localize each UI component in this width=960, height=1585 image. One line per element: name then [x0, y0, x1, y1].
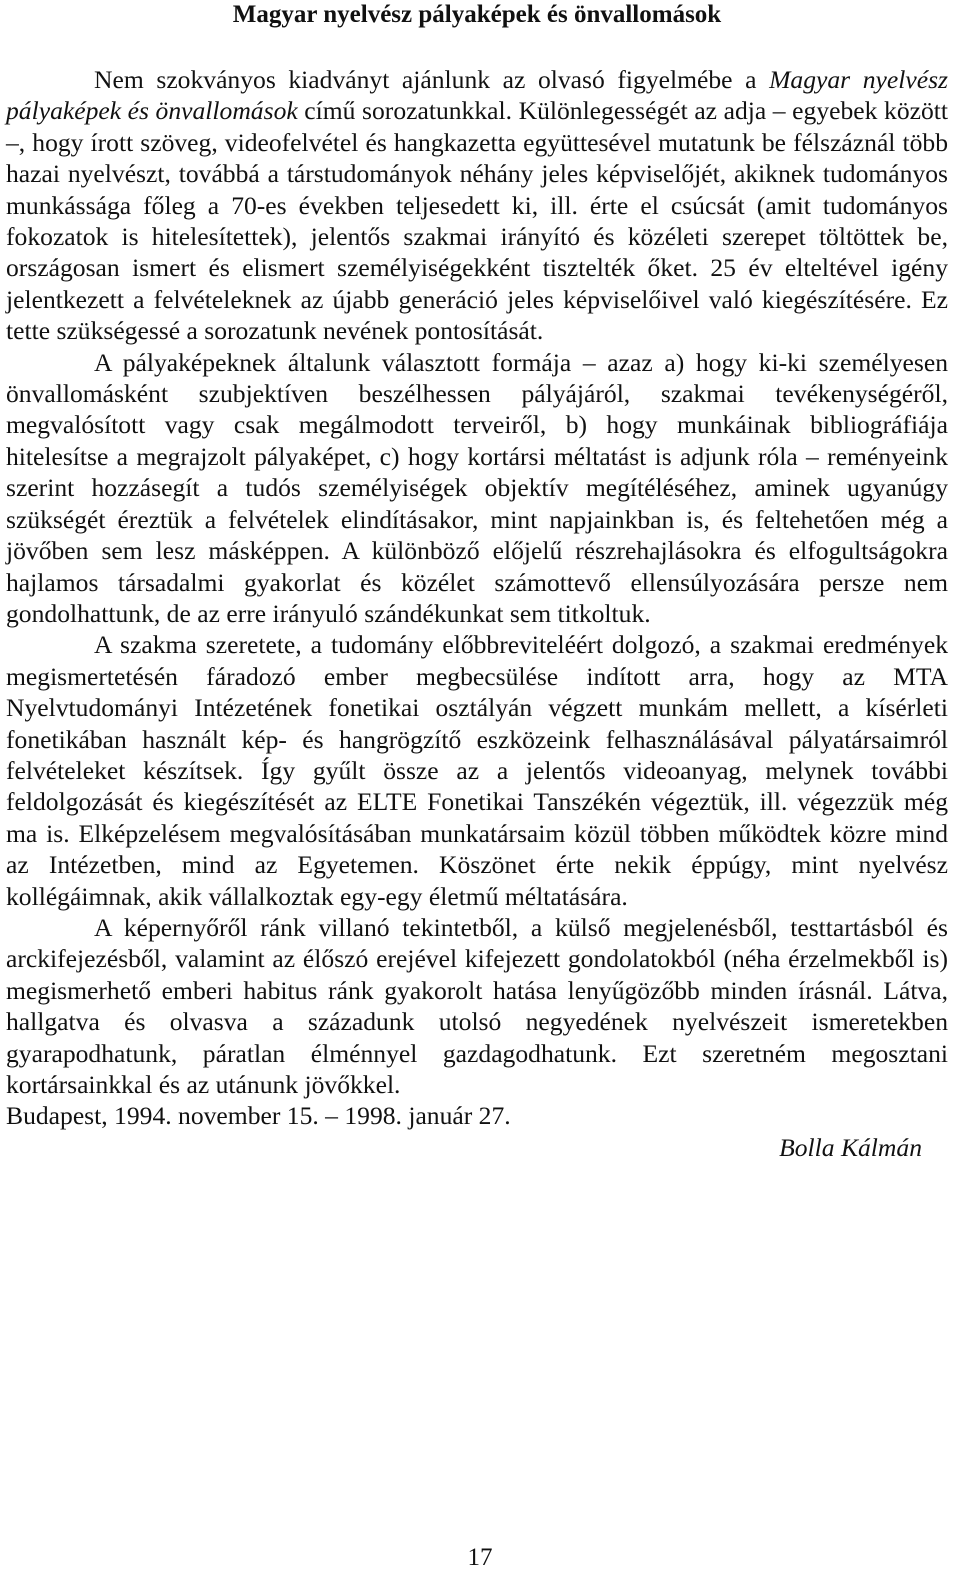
page-number: 17: [467, 1544, 493, 1571]
paragraph-form: A pályaképeknek általunk választott formája – azaz a) hogy ki-ki személyesen önvallomásként szubjektíven beszélhessen pályájáról, szakmai tevékenységéről, megvalósított vagy csak megálmodott terveiről, b) hogy munkáinak bibliográfiája hitelesítse a megrajzolt pályaképet, c) hogy kortársi méltatást is adjunk róla – reményeink szerint hozzásegít a tudós személyiségek objektív megítéléséhez, aminek ugyanúgy szükségét éreztük a felvételek elindításakor, mint napjainkban is, és feltehetően még a jövőben sem lesz másképpen. A különböző előjelű részrehajlásokra és elfogultságokra hajlamos társadalmi gyakorlat és közélet számottevő ellensúlyozására persze nem gondolhattunk, de az erre irányuló szándékunkat sem titkoltuk.: [6, 347, 948, 628]
paragraph-intro-rest: című sorozatunkkal. Különlegességét az adja – egyebek között –, hogy írott szöveg, videofelvétel és hangkazetta együttesével mutatunk be félszáznál több hazai nyelvészt, továbbá a társtudományok néhány jeles képviselőjét, akiknek tudományos munkássága főleg a 70-es években teljesedett ki, ill. érte el csúcsát (amit tudományos fokozatok is hitelesítettek), jelentős szakmai irányító és közéleti szerepet töltöttek be, országosan ismert és elismert személyiségekként tisztelték őket. 25 év elteltével igény jelentkezett a felvételeknek az újabb generáció jeles képviselőivel való kiegészítésére. Ez tette szükségessé a sorozatunk nevének pontosítását.: [6, 96, 948, 346]
paragraph-motivation: A szakma szeretete, a tudomány előbbreviteléért dolgozó, a szakmai eredmények megismertetésén fáradozó ember megbecsülése indított arra, hogy az MTA Nyelvtudományi Intézetének fonetikai osztályán végzett munkám mellett, a kísérleti fonetikában használt kép- és hangrögzítő eszközeink felhasználásával pályatársaimról felvételeket készítsek. Így gyűlt össze az a jelentős videoanyag, melynek további feldolgozását és kiegészítését az ELTE Fonetikai Tanszékén végeztük, ill. végezzük még ma is. Elképzelésem megvalósításában munkatársaim közül többen működtek közre mind az Intézetben, mind az Egyetemen. Köszönet érte nekik éppúgy, mint nyelvész kollégáimnak, akik vállalkoztak egy-egy életmű méltatására.: [6, 630, 948, 911]
page-title: Magyar nyelvész pályaképek és önvallomások: [232, 1, 722, 28]
paragraph-intro: [6, 64, 948, 347]
paragraph-intro-start: Nem szokványos kiadványt ajánlunk az olvasó figyelmébe a: [94, 65, 770, 94]
series-title: Magyar nyelvész pályaképek és önvallomások: [6, 65, 948, 126]
place-date: Budapest, 1994. november 15. – 1998. január 27.: [6, 1101, 511, 1131]
body-text: [6, 64, 948, 1163]
document-page: [6, 0, 948, 1163]
signature: Bolla Kálmán: [779, 1132, 922, 1162]
paragraph-impression: A képernyőről ránk villanó tekintetből, a külső megjelenésből, testtartásból és arckifejezésből, valamint az élőszó erejével kifejezett gondolatokból (néha érzelmekből is) megismerhető emberi habitus ránk gyakorolt hatása lenyűgözőbb minden írásnál. Látva, hallgatva és olvasva a századunk utolsó negyedének nyelvészeit ismeretekben gyarapodhatunk, páratlan élménnyel gazdagodhatunk. Ezt szeretném megosztani kortársainkkal és az utánunk jövőkkel.: [6, 912, 948, 1099]
